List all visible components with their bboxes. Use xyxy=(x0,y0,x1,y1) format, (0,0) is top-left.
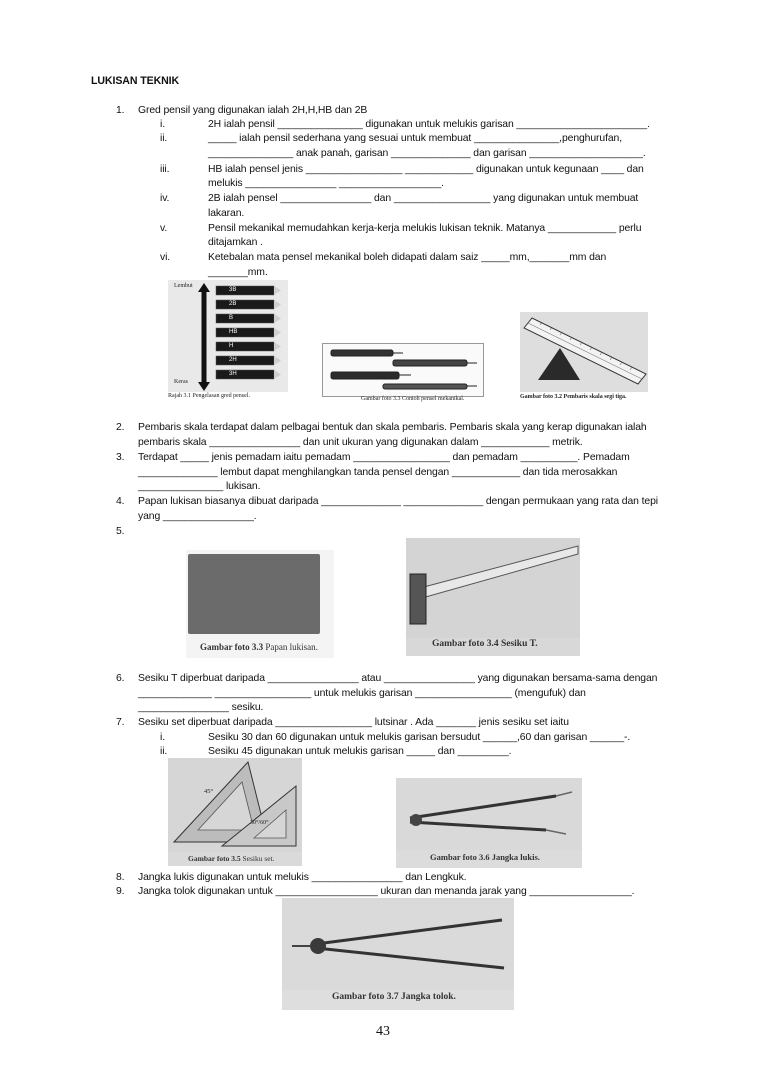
q6-line1: Sesiku T diperbuat daripada ________________ atau ________________ yang digunakan bersama-sama dengan xyxy=(138,673,658,684)
q1-iv-line1: 2B ialah pensel ________________ dan _________________ yang digunakan untuk membuat xyxy=(208,193,639,204)
figure-set-squares xyxy=(168,758,302,866)
caption-fig34-rest: Sesiku T. xyxy=(500,639,538,649)
q4-line2: yang ________________. xyxy=(138,511,257,522)
q7-ii-line: Sesiku 45 digunakan untuk melukis garisan _____ dan _________. xyxy=(208,746,512,757)
grade-label: 3B xyxy=(229,287,237,293)
q1-iv-line2: lakaran. xyxy=(208,208,245,219)
q1-vi-line1: Ketebalan mata pensel mekanikal boleh didapati dalam saiz _____mm,_______mm dan xyxy=(208,252,607,263)
q1-i-line: 2H ialah pensil _______________ digunakan untuk melukis garisan _______________________. xyxy=(208,119,650,130)
caption-fig31: Rajah 3.1 Pengelasan gred pensel. xyxy=(168,393,250,399)
caption-fig33-rest: Papan lukisan. xyxy=(265,642,318,652)
q2-line1: Pembaris skala terdapat dalam pelbagai bentuk dan skala pembaris. Pembaris skala yang kerap digunakan ialah xyxy=(138,422,647,433)
q8-line: Jangka lukis digunakan untuk melukis ________________ dan Lengkuk. xyxy=(138,872,467,883)
q7-text: Sesiku set diperbuat daripada _________________ lutsinar . Ada _______ jenis sesiku set iaitu xyxy=(138,717,569,728)
q1-iii-line2: melukis ________________ __________________. xyxy=(208,178,444,189)
caption-fig36-rest: Jangka lukis. xyxy=(491,852,540,862)
q1-number: 1. xyxy=(116,105,125,116)
q7-i-roman: i. xyxy=(160,732,165,743)
q7-i-line: Sesiku 30 dan 60 digunakan untuk melukis garisan bersudut ______,60 dan garisan ______-. xyxy=(208,732,631,743)
q6-number: 6. xyxy=(116,673,125,684)
caption-fig35-rest: Sesiku set. xyxy=(242,854,275,863)
label-hard: Keras xyxy=(174,379,188,385)
q1-iii-roman: iii. xyxy=(160,164,170,175)
label-soft: Lembut xyxy=(174,283,193,289)
label-30-60-degree: 30°/60° xyxy=(250,820,269,826)
q3-number: 3. xyxy=(116,452,125,463)
caption-fig35 xyxy=(188,854,275,863)
q6-line2: _____________ _________________ untuk melukis garisan _________________ (mengufuk) dan xyxy=(138,688,586,699)
q8-number: 8. xyxy=(116,872,125,883)
grade-label: B xyxy=(229,315,234,321)
figure-drawing-board xyxy=(186,550,334,658)
q1-iv-roman: iv. xyxy=(160,193,170,204)
caption-fig36 xyxy=(430,852,540,862)
q3-line1: Terdapat _____ jenis pemadam iaitu pemadam _________________ dan pemadam __________. Pemadam xyxy=(138,452,630,463)
triangular-scale-drawing xyxy=(520,312,648,392)
caption-fig33 xyxy=(200,642,318,652)
figure-pencil-grades xyxy=(168,280,288,392)
page-number: 43 xyxy=(376,1024,390,1039)
t-square-drawing xyxy=(406,538,580,638)
caption-fig33-bold: Gambar foto 3.3 xyxy=(200,642,264,652)
caption-fig32: Gambar foto 3.2 Pembaris skala segi tiga. xyxy=(520,394,627,400)
q1-ii-roman: ii. xyxy=(160,133,168,144)
q1-ii-line1: _____ ialah pensil sederhana yang sesuai untuk membuat _______________,penghurufan, xyxy=(208,133,623,144)
drawing-board-shape xyxy=(188,554,320,634)
caption-fig34-bold: Gambar foto 3.4 xyxy=(432,639,499,649)
compass-drawing xyxy=(396,778,582,850)
q9-number: 9. xyxy=(116,886,125,897)
q1-v-line1: Pensil mekanikal memudahkan kerja-kerja melukis lukisan teknik. Matanya ____________ perlu xyxy=(208,223,642,234)
q9-line: Jangka tolok digunakan untuk __________________ ukuran dan menanda jarak yang __________________. xyxy=(138,886,635,897)
q1-text: Gred pensil yang digunakan ialah 2H,H,HB dan 2B xyxy=(138,105,368,116)
label-45-degree: 45° xyxy=(204,788,214,795)
figure-compass xyxy=(396,778,582,868)
caption-fig37 xyxy=(332,992,456,1002)
caption-fig36-bold: Gambar foto 3.6 xyxy=(430,852,490,862)
q3-line3: _______________ lukisan. xyxy=(138,481,261,492)
q1-v-roman: v. xyxy=(160,223,168,234)
grade-label: 3H xyxy=(229,371,237,377)
q4-line1: Papan lukisan biasanya dibuat daripada ______________ ______________ dengan permukaan yang rata dan tepi xyxy=(138,496,658,507)
pencil-grades-drawing xyxy=(168,280,288,392)
q6-line3: ________________ sesiku. xyxy=(138,702,264,713)
divider-drawing xyxy=(282,898,514,990)
q2-line2: pembaris skala ________________ dan unit ukuran yang digunakan dalam ____________ metrik. xyxy=(138,437,583,448)
q1-vi-roman: vi. xyxy=(160,252,171,263)
grade-label: H xyxy=(229,343,234,349)
q1-vi-line2: _______mm. xyxy=(208,267,268,278)
grade-label: 2H xyxy=(229,357,237,363)
caption-fig35-bold: Gambar foto 3.5 xyxy=(188,854,241,863)
figure-mechanical-pencils xyxy=(322,343,484,397)
figure-triangular-scale xyxy=(520,312,648,392)
q7-ii-roman: ii. xyxy=(160,746,168,757)
q4-number: 4. xyxy=(116,496,125,507)
q1-v-line2: ditajamkan . xyxy=(208,237,263,248)
page-title: LUKISAN TEKNIK xyxy=(91,75,180,87)
q1-iii-line1: HB ialah pensel jenis _________________ ____________ digunakan untuk kegunaan ____ dan xyxy=(208,164,644,175)
q2-number: 2. xyxy=(116,422,125,433)
grade-label: 2B xyxy=(229,301,237,307)
q5-number: 5. xyxy=(116,526,125,537)
caption-mech-pencil: Gambar foto 3.3 Contoh pensel mekanikal. xyxy=(361,396,465,402)
caption-fig34 xyxy=(432,639,538,649)
set-squares-drawing xyxy=(168,758,302,852)
q1-ii-line2: _______________ anak panah, garisan ______________ dan garisan ____________________. xyxy=(208,148,646,159)
caption-fig37-rest: Jangka tolok. xyxy=(400,992,456,1002)
grade-label: HB xyxy=(229,329,238,335)
mechanical-pencils-drawing xyxy=(323,344,483,396)
q1-i-roman: i. xyxy=(160,119,165,130)
caption-fig37-bold: Gambar foto 3.7 xyxy=(332,992,399,1002)
figure-divider xyxy=(282,898,514,1010)
q3-line2: ______________ lembut dapat menghilangkan tanda pensel dengan ____________ dan tida merosakkan xyxy=(138,467,618,478)
q7-number: 7. xyxy=(116,717,125,728)
figure-t-square xyxy=(406,538,580,656)
